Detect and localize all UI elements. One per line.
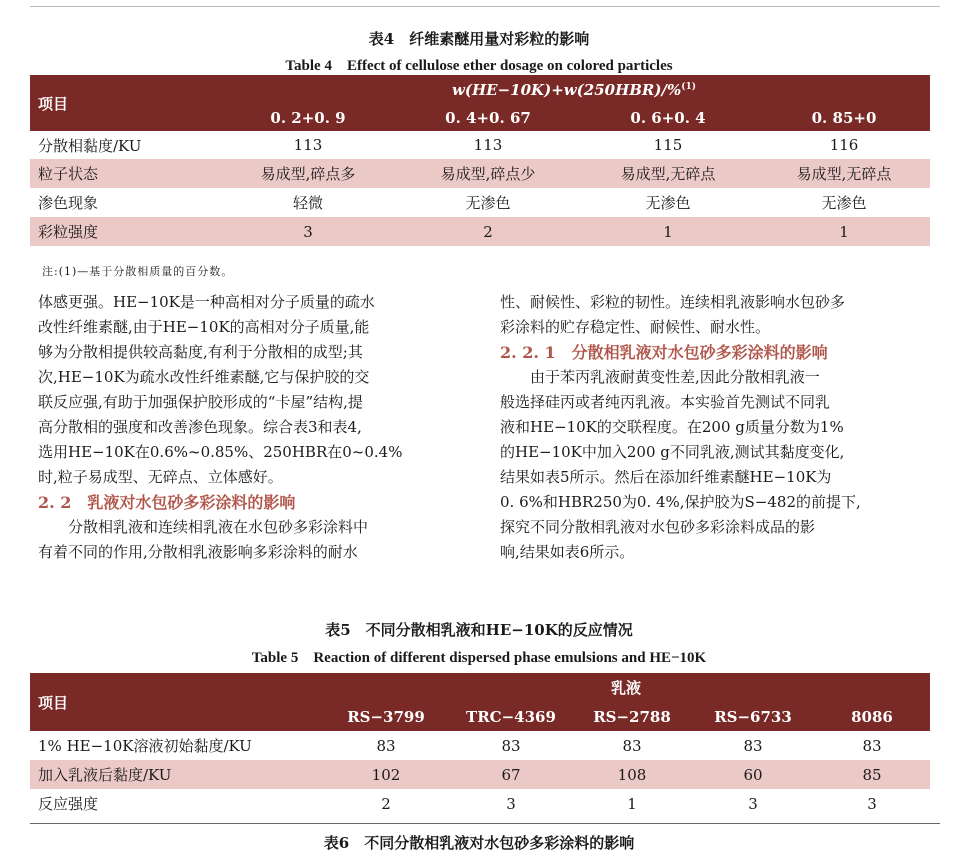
paragraph-line: 彩涂料的贮存稳定性、耐候性、耐水性。 [500,318,771,336]
top-rule [30,6,940,7]
table-cell: 85 [814,760,930,789]
table5-col-header: RS−3799 [322,702,450,731]
table4-col-header: 0. 85+0 [758,104,930,131]
table-cell: 轻微 [218,188,398,217]
table5-group-header: 乳液 [322,673,930,702]
table-cell: 113 [398,131,578,159]
table-cell: 易成型,碎点少 [398,159,578,188]
section-heading-2-2: 2. 2 乳液对水包砂多彩涂料的影响 [38,493,296,512]
table-cell: 3 [692,789,814,818]
table-row [30,159,930,188]
table-row [30,760,930,789]
paragraph-line: 由于苯丙乳液耐黄变性差,因此分散相乳液一 [500,368,820,386]
paragraph-line: 够为分散相提供较高黏度,有利于分散相的成型;其 [38,343,363,361]
table-cell: 60 [692,760,814,789]
table-cell: 83 [692,731,814,760]
paragraph-line: 选用HE−10K在0.6%~0.85%、250HBR在0~0.4% [38,443,403,461]
paragraph-line: 有着不同的作用,分散相乳液影响多彩涂料的耐水 [38,543,358,561]
row-label: 加入乳液后黏度/KU [30,760,322,789]
paragraph-line: 的HE−10K中加入200 g不同乳液,测试其黏度变化, [500,443,845,461]
table-cell: 1 [758,217,930,246]
paragraph-line: 联反应强,有助于加强保护胶形成的“卡屋”结构,提 [38,393,363,411]
table-cell: 83 [322,731,450,760]
table6-caption-cn: 表6 不同分散相乳液对水包砂多彩涂料的影响 [323,834,635,852]
row-label: 分散相黏度/KU [30,131,218,159]
table-cell: 3 [814,789,930,818]
paragraph-line: 高分散相的强度和改善渗色现象。综合表3和表4, [38,418,362,436]
table5-col-header: RS−2788 [572,702,692,731]
table-cell: 易成型,无碎点 [578,159,758,188]
table-cell: 无渗色 [758,188,930,217]
table5 [30,673,930,818]
table-cell: 67 [450,760,572,789]
table-cell: 3 [450,789,572,818]
left-column [38,290,478,565]
paragraph-line: 般选择硅丙或者纯丙乳液。本实验首先测试不同乳 [500,393,831,411]
table-cell: 易成型,无碎点 [758,159,930,188]
paragraph-line: 液和HE−10K的交联程度。在200 g质量分数为1% [500,418,844,436]
paragraph-line: 改性纤维素醚,由于HE−10K的高相对分子质量,能 [38,318,370,336]
table-cell: 116 [758,131,930,159]
table5-col-header: TRC−4369 [450,702,572,731]
table-cell: 102 [322,760,450,789]
table-cell: 108 [572,760,692,789]
section-heading-2-2-1: 2. 2. 1 分散相乳液对水包砂多彩涂料的影响 [500,343,828,362]
table-cell: 无渗色 [578,188,758,217]
table4-caption-cn: 表4 纤维素醚用量对彩粒的影响 [368,30,590,48]
row-label: 渗色现象 [30,188,218,217]
row-label: 粒子状态 [30,159,218,188]
paragraph-line: 响,结果如表6所示。 [500,543,635,561]
table4-col-header: 0. 6+0. 4 [578,104,758,131]
row-label: 1% HE−10K溶液初始黏度/KU [30,731,322,760]
table-cell: 1 [578,217,758,246]
paragraph-line: 0. 6%和HBR250为0. 4%,保护胶为S−482的前提下, [500,493,861,511]
table4-col-header: 0. 2+0. 9 [218,104,398,131]
table-cell: 3 [218,217,398,246]
table5-col-header: RS−6733 [692,702,814,731]
table-cell: 2 [322,789,450,818]
table4-caption-en: Table 4 Effect of cellulose ether dosage on colored particles [285,58,673,74]
table-cell: 1 [572,789,692,818]
table5-col-header: 8086 [814,702,930,731]
table-row [30,217,930,246]
table4-group-header: w(HE−10K)+w(250HBR)/%$^{(1)}$ [218,75,930,104]
table-row [30,131,930,159]
paragraph-line: 体感更强。HE−10K是一种高相对分子质量的疏水 [38,293,375,311]
row-label: 彩粒强度 [30,217,218,246]
table-cell: 83 [572,731,692,760]
table4-col-header: 0. 4+0. 67 [398,104,578,131]
paragraph-line: 性、耐候性、彩粒的韧性。连续相乳液影响水包砂多 [500,293,846,311]
paragraph-line: 次,HE−10K为疏水改性纤维素醚,它与保护胶的交 [38,368,370,386]
table4-item-header: 项目 [30,75,218,131]
table-cell: 无渗色 [398,188,578,217]
table5-caption-cn: 表5 不同分散相乳液和HE−10K的反应情况 [325,621,633,639]
right-column [500,290,940,565]
paragraph-line: 探究不同分散相乳液对水包砂多彩涂料成品的影 [500,518,816,536]
table-row [30,731,930,760]
table-cell: 115 [578,131,758,159]
paragraph-line: 时,粒子易成型、无碎点、立体感好。 [38,468,283,486]
paragraph-line: 分散相乳液和连续相乳液在水包砂多彩涂料中 [38,518,369,536]
table-cell: 83 [450,731,572,760]
table5-item-header: 项目 [30,673,322,731]
table5-bottom-rule [30,823,940,824]
table-cell: 113 [218,131,398,159]
table-cell: 易成型,碎点多 [218,159,398,188]
paragraph-line: 结果如表5所示。然后在添加纤维素醚HE−10K为 [500,468,832,486]
row-label: 反应强度 [30,789,322,818]
table4 [30,75,930,246]
table-row [30,789,930,818]
table4-note: 注:(1)—基于分散相质量的百分数。 [42,265,234,278]
table5-caption-en: Table 5 Reaction of different dispersed phase emulsions and HE−10K [251,650,707,666]
table-row [30,188,930,217]
table-cell: 2 [398,217,578,246]
table-cell: 83 [814,731,930,760]
